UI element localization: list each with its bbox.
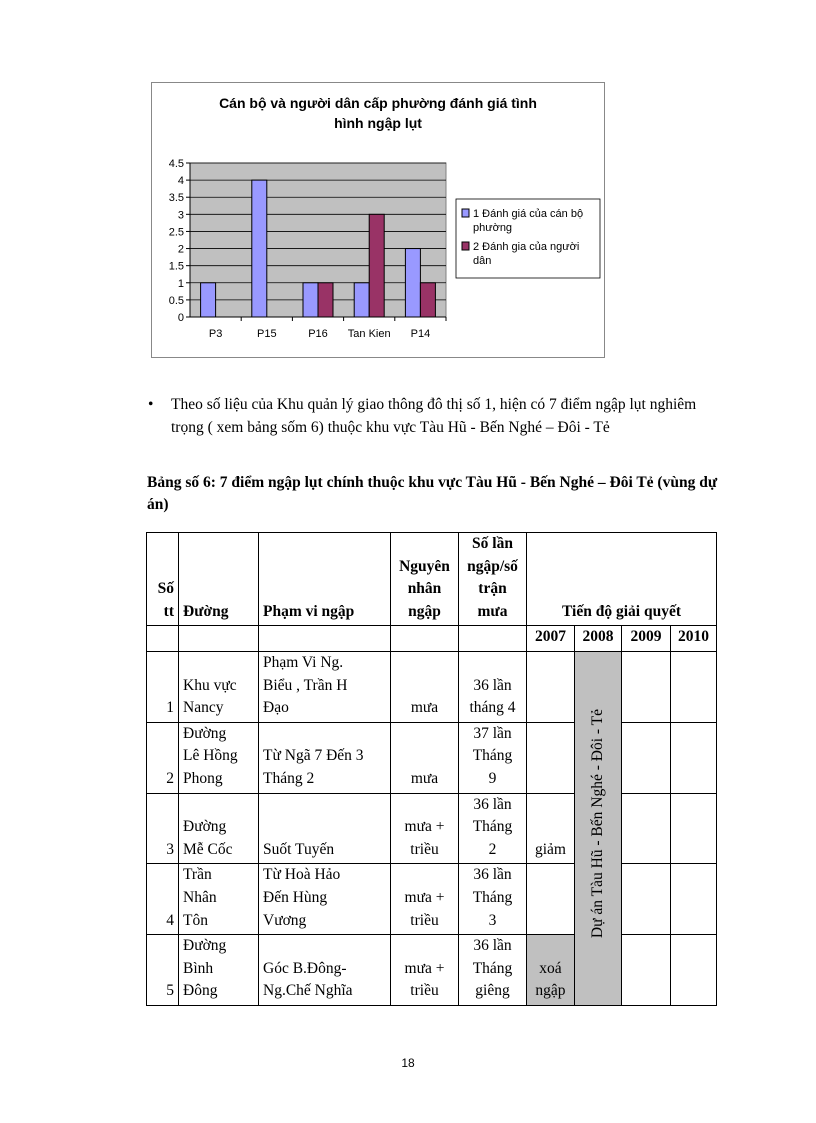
cell-2010 xyxy=(671,793,717,864)
cell-nguyen-nhan: mưa + triều xyxy=(391,935,459,1006)
chart-bar-1 xyxy=(252,180,267,317)
table-year-row xyxy=(147,626,717,652)
chart-bar-2 xyxy=(420,283,435,317)
chart-legend-swatch xyxy=(462,242,469,250)
cell-duong: Đường Mễ Cốc xyxy=(179,793,259,864)
cell-nguyen-nhan: mưa xyxy=(391,722,459,793)
chart-x-tick-label: P14 xyxy=(410,328,431,340)
chart-y-tick-label: 3 xyxy=(177,209,184,222)
year-2010: 2010 xyxy=(671,626,717,652)
chart-y-tick-label: 0 xyxy=(177,312,184,324)
chart-legend-label: 2 Đánh gia của người xyxy=(473,241,580,253)
chart-legend-label: phường xyxy=(473,222,513,234)
table-row xyxy=(147,793,717,864)
bullet-dot: • xyxy=(148,396,154,413)
bullet-text: Theo số liệu của Khu quản lý giao thông đô thị số 1, hiện có 7 điểm ngập lụt nghiêm trọng ( xem bảng sốm 6) thuộc khu vực Tàu Hũ - Bến Nghé – Đôi - Tẻ xyxy=(171,396,697,436)
chart-x-tick-label: P15 xyxy=(257,328,277,340)
cell-stt: 4 xyxy=(147,864,179,935)
table-header-row xyxy=(147,533,717,626)
year-2008: 2008 xyxy=(575,626,622,652)
cell-2007: xoá ngập xyxy=(527,935,575,1006)
header-nguyen-nhan: Nguyên nhân ngập xyxy=(391,533,459,626)
chart-y-tick-label: 4 xyxy=(177,175,184,188)
cell-duong: Trần Nhân Tôn xyxy=(179,864,259,935)
chart-y-tick-label: 3.5 xyxy=(168,192,184,205)
chart-x-tick-label: P3 xyxy=(208,328,223,340)
table-caption: Bảng số 6: 7 điểm ngập lụt chính thuộc khu vực Tàu Hũ - Bến Nghé – Đôi Tẻ (vùng dự án) xyxy=(147,474,718,513)
cell-so-lan: 36 lần Tháng 3 xyxy=(459,864,527,935)
flood-assessment-chart xyxy=(151,82,605,358)
header-tien-do: Tiến độ giải quyết xyxy=(527,533,717,626)
cell-nguyen-nhan: mưa + triều xyxy=(391,864,459,935)
chart-bar-1 xyxy=(405,249,420,317)
cell-pham-vi: Từ Ngã 7 Đến 3 Tháng 2 xyxy=(259,722,391,793)
header-duong: Đường xyxy=(179,533,259,626)
cell-stt: 3 xyxy=(147,793,179,864)
cell-2009 xyxy=(622,935,671,1006)
chart-title-line: Cán bộ và người dân cấp phường đánh giá tình xyxy=(219,95,537,111)
cell-2007 xyxy=(527,651,575,722)
page-number: 18 xyxy=(401,1056,415,1070)
chart-title-line: hình ngập lụt xyxy=(334,115,422,131)
cell-2010 xyxy=(671,651,717,722)
cell-2009 xyxy=(622,793,671,864)
cell-pham-vi: Phạm Vi Ng. Biểu , Trần H Đạo xyxy=(259,651,391,722)
year-2009: 2009 xyxy=(622,626,671,652)
cell-2010 xyxy=(671,935,717,1006)
cell-so-lan: 37 lần Tháng 9 xyxy=(459,722,527,793)
chart-y-tick-label: 4.5 xyxy=(168,158,184,170)
chart-bar-1 xyxy=(354,283,369,317)
cell-nguyen-nhan: mưa + triều xyxy=(391,793,459,864)
header-stt: Số tt xyxy=(147,533,179,626)
chart-y-tick-label: 2.5 xyxy=(168,226,184,239)
cell-so-lan: 36 lần tháng 4 xyxy=(459,651,527,722)
chart-y-tick-label: 1.5 xyxy=(168,260,184,273)
cell-2008-project-note xyxy=(575,651,622,1005)
cell-2007 xyxy=(527,722,575,793)
project-note-text: Dự án Tàu Hũ - Bến Nghé - Đôi - Tẻ xyxy=(588,709,606,939)
header-so-lan: Số lần ngập/số trận mưa xyxy=(459,533,527,626)
cell-so-lan: 36 lần Tháng giêng xyxy=(459,935,527,1006)
header-pham-vi: Phạm vi ngập xyxy=(259,533,391,626)
table-row xyxy=(147,935,717,1006)
cell-pham-vi: Từ Hoà Hảo Đến Hùng Vương xyxy=(259,864,391,935)
cell-stt: 2 xyxy=(147,722,179,793)
chart-bar-2 xyxy=(318,283,333,317)
cell-2010 xyxy=(671,864,717,935)
table-row xyxy=(147,722,717,793)
cell-duong: Đường Bình Đông xyxy=(179,935,259,1006)
chart-x-tick-label: Tan Kien xyxy=(347,328,391,340)
cell-stt: 1 xyxy=(147,651,179,722)
cell-2007 xyxy=(527,864,575,935)
cell-2009 xyxy=(622,864,671,935)
cell-duong: Đường Lê Hồng Phong xyxy=(179,722,259,793)
cell-duong: Khu vực Nancy xyxy=(179,651,259,722)
chart-x-tick-label: P16 xyxy=(308,328,328,340)
cell-pham-vi: Góc B.Đông- Ng.Chế Nghĩa xyxy=(259,935,391,1006)
table-row xyxy=(147,864,717,935)
table-row xyxy=(147,651,717,722)
cell-nguyen-nhan: mưa xyxy=(391,651,459,722)
year-2007: 2007 xyxy=(527,626,575,652)
chart-y-tick-label: 0.5 xyxy=(168,294,184,307)
cell-2009 xyxy=(622,651,671,722)
chart-y-tick-label: 1 xyxy=(177,277,184,290)
cell-2009 xyxy=(622,722,671,793)
cell-so-lan: 36 lần Tháng 2 xyxy=(459,793,527,864)
cell-2007: giảm xyxy=(527,793,575,864)
chart-bar-1 xyxy=(303,283,318,317)
chart-legend-swatch xyxy=(462,209,469,217)
chart-legend-label: dân xyxy=(473,255,492,267)
chart-y-tick-label: 2 xyxy=(177,243,184,256)
chart-legend-label: 1 Đánh giá của cán bộ xyxy=(473,208,584,220)
chart-bar-1 xyxy=(201,283,216,317)
chart-bar-2 xyxy=(369,214,384,317)
flood-points-table xyxy=(146,532,717,1006)
chart-svg xyxy=(152,83,604,357)
cell-2010 xyxy=(671,722,717,793)
cell-pham-vi: Suốt Tuyến xyxy=(259,793,391,864)
cell-stt: 5 xyxy=(147,935,179,1006)
